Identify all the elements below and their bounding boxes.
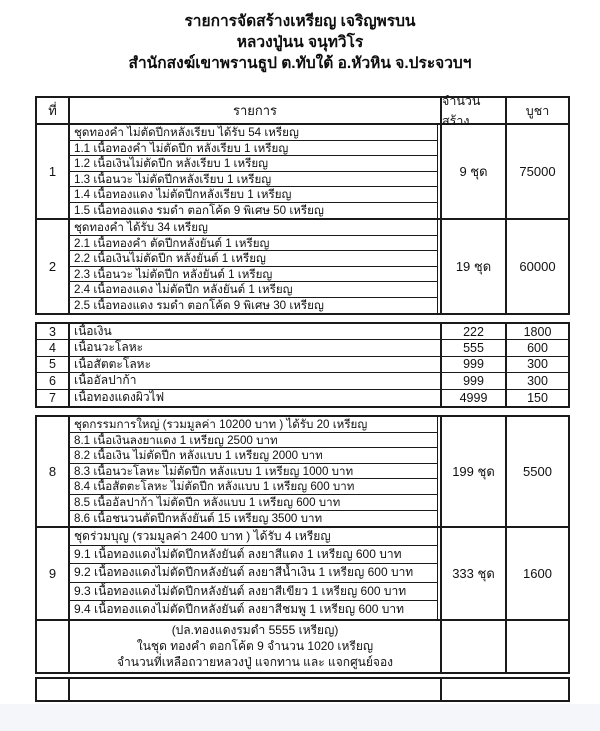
footer-note-text [70, 621, 440, 672]
list-item: 9.2 เนื้อทองแดงไม่ตัดปีกหลังยันต์ ลงยาสีน้ำเงิน 1 เหรียญ 600 บาท [70, 564, 438, 582]
list-item: 9.1 เนื้อทองแดงไม่ตัดปีกหลังยันต์ ลงยาสีแดง 1 เหรียญ 600 บาท [70, 546, 438, 564]
list-item: 2.2 เนื้อเงินไม่ตัดปีก หลังยันต์ 1 เหรียญ [70, 251, 438, 267]
group-1-price: 75000 [505, 125, 568, 218]
group-9-no: 9 [37, 528, 70, 619]
list-item: 9.3 เนื้อทองแดงไม่ตัดปีกหลังยันต์ ลงยาสีเขียว 1 เหรียญ 600 บาท [70, 583, 438, 601]
list-item: 1.2 เนื้อเงินไม่ตัดปีก หลังเรียบ 1 เหรียญ [70, 156, 438, 172]
list-item: 8.2 เนื้อเงิน ไม่ตัดปีก หลังแบบ 1 เหรียญ 2000 บาท [70, 448, 438, 464]
header-cell-item: รายการ [232, 103, 278, 118]
list-item: ชุดกรรมการใหญ่ (รวมมูลค่า 10200 บาท ) ได้รับ 20 เหรียญ [70, 417, 438, 433]
group-9-items [70, 528, 440, 619]
row-price: 300 [505, 373, 568, 388]
row-price: 300 [505, 357, 568, 372]
footer-note-line-1: (ปล.ทองแดงรมดำ 5555 เหรียญ) [171, 623, 339, 638]
group-1-qty: 9 ชุด [440, 125, 505, 218]
empty-no-cell [37, 679, 70, 700]
row-name: เนื้อสัตตะโลหะ [74, 356, 152, 371]
table-section-groups-8-9 [35, 415, 570, 674]
page-title: รายการจัดสร้างเหรียญ เจริญพรบน [184, 13, 416, 30]
footer-note-qty-cell [440, 621, 505, 672]
row-name: เนื้อนวะโลหะ [74, 340, 144, 355]
table-row [37, 390, 568, 406]
row-price: 150 [505, 390, 568, 406]
row-no: 7 [37, 390, 70, 406]
group-8-items [70, 417, 440, 526]
empty-bottom-row [37, 679, 568, 700]
empty-merged-cell [440, 679, 568, 700]
group-1-items [70, 125, 440, 218]
price-table [35, 93, 570, 702]
list-item: 2.3 เนื้อนวะ ไม่ตัดปีก หลังยันต์ 1 เหรียญ [70, 267, 438, 283]
row-price: 1800 [505, 324, 568, 339]
table-row [37, 373, 568, 389]
row-price: 600 [505, 340, 568, 355]
list-item: 1.5 เนื้อทองแดง รมดำ ตอกโค้ด 9 พิเศษ 50 เหรียญ [70, 203, 438, 219]
footer-note-line-2: ในชุด ทองคำ ตอกโค้ต 9 จำนวน 1020 เหรียญ [136, 639, 374, 654]
list-item: ชุดทองคำ ได้รับ 34 เหรียญ [70, 220, 438, 236]
table-row-group-1 [37, 125, 568, 218]
monk-name: หลวงปู่นน จนุทวิโร [236, 34, 364, 51]
list-item: 1.4 เนื้อทองแดง ไม่ตัดปีกหลังเรียบ 1 เหรียญ [70, 187, 438, 203]
header-cell-no: ที่ [37, 98, 70, 123]
list-item: 8.4 เนื้อสัตตะโลหะ ไม่ตัดปีก หลังแบบ 1 เหรียญ 600 บาท [70, 479, 438, 495]
row-qty: 999 [440, 373, 505, 388]
group-2-no: 2 [37, 220, 70, 313]
table-row [37, 357, 568, 373]
table-row [37, 324, 568, 340]
list-item: 9.4 เนื้อทองแดงไม่ตัดปีกหลังยันต์ ลงยาสีชมพู 1 เหรียญ 600 บาท [70, 601, 438, 619]
group-8-price: 5500 [505, 417, 568, 526]
group-9-qty: 333 ชุด [440, 528, 505, 619]
list-item: 8.6 เนื้อชนวนตัดปีกหลังยันต์ 15 เหรียญ 3500 บาท [70, 511, 438, 527]
table-header-row [37, 93, 568, 128]
list-item: 1.3 เนื้อนวะ ไม่ตัดปีกหลังเรียบ 1 เหรียญ [70, 172, 438, 188]
row-name: เนื้อเงิน [74, 324, 112, 338]
table-section-rows-3-7 [35, 322, 570, 408]
row-no: 6 [37, 373, 70, 388]
empty-item-cell [70, 679, 440, 700]
row-qty: 999 [440, 357, 505, 372]
list-item: ชุดร่วมบุญ (รวมมูลค่า 2400 บาท ) ได้รับ 4 เหรียญ [70, 528, 438, 546]
group-2-items [70, 220, 440, 313]
temple-address: สำนักสงฆ์เขาพรานธูป ต.ทับใต้ อ.หัวหิน จ.ประจวบฯ [128, 55, 472, 72]
page-bottom-margin [0, 704, 600, 731]
table-row-group-2 [37, 218, 568, 313]
group-9-price: 1600 [505, 528, 568, 619]
row-no: 5 [37, 357, 70, 372]
row-qty: 555 [440, 340, 505, 355]
list-item: 2.4 เนื้อทองแดง ไม่ตัดปีก หลังยันต์ 1 เหรียญ [70, 282, 438, 298]
row-qty: 222 [440, 324, 505, 339]
table-row-group-8 [37, 417, 568, 526]
row-no: 4 [37, 340, 70, 355]
group-1-no: 1 [37, 125, 70, 218]
table-section-groups-1-2 [35, 93, 570, 315]
header-cell-price: บูชา [505, 98, 568, 123]
list-item: 8.3 เนื้อนวะโลหะ ไม่ตัดปีก หลังแบบ 1 เหรียญ 1000 บาท [70, 464, 438, 480]
list-item: 2.1 เนื้อทองคำ ตัดปีกหลังยันต์ 1 เหรียญ [70, 236, 438, 252]
table-footer-note-row [37, 619, 568, 672]
document-header [0, 0, 600, 74]
list-item: 8.1 เนื้อเงินลงยาแดง 1 เหรียญ 2500 บาท [70, 433, 438, 449]
list-item: ชุดทองคำ ไม่ตัดปีกหลังเรียบ ได้รับ 54 เหรียญ [70, 125, 438, 141]
row-name: เนื้ออัลปาก้า [74, 373, 137, 388]
group-8-qty: 199 ชุด [440, 417, 505, 526]
row-no: 3 [37, 324, 70, 339]
list-item: 8.5 เนื้ออัลปาก้า ไม่ตัดปีก หลังแบบ 1 เหรียญ 600 บาท [70, 495, 438, 511]
footer-note-no-cell [37, 621, 70, 672]
list-item: 2.5 เนื้อทองแดง รมดำ ตอกโค้ด 9 พิเศษ 30 เหรียญ [70, 298, 438, 314]
table-row [37, 340, 568, 356]
footer-note-line-3: จำนวนที่เหลือถวายหลวงปู่ แจกทาน และ แจกศูนย์จอง [116, 655, 394, 670]
row-qty: 4999 [440, 390, 505, 406]
group-2-qty: 19 ชุด [440, 220, 505, 313]
table-row-group-9 [37, 526, 568, 619]
row-name: เนื้อทองแดงผิวไฟ [74, 389, 165, 404]
table-section-empty-bottom [35, 677, 570, 702]
footer-note-price-cell [505, 621, 568, 672]
group-8-no: 8 [37, 417, 70, 526]
list-item: 1.1 เนื้อทองคำ ไม่ตัดปีก หลังเรียบ 1 เหรียญ [70, 141, 438, 157]
group-2-price: 60000 [505, 220, 568, 313]
header-cell-qty: จำนวนสร้าง [440, 98, 505, 123]
